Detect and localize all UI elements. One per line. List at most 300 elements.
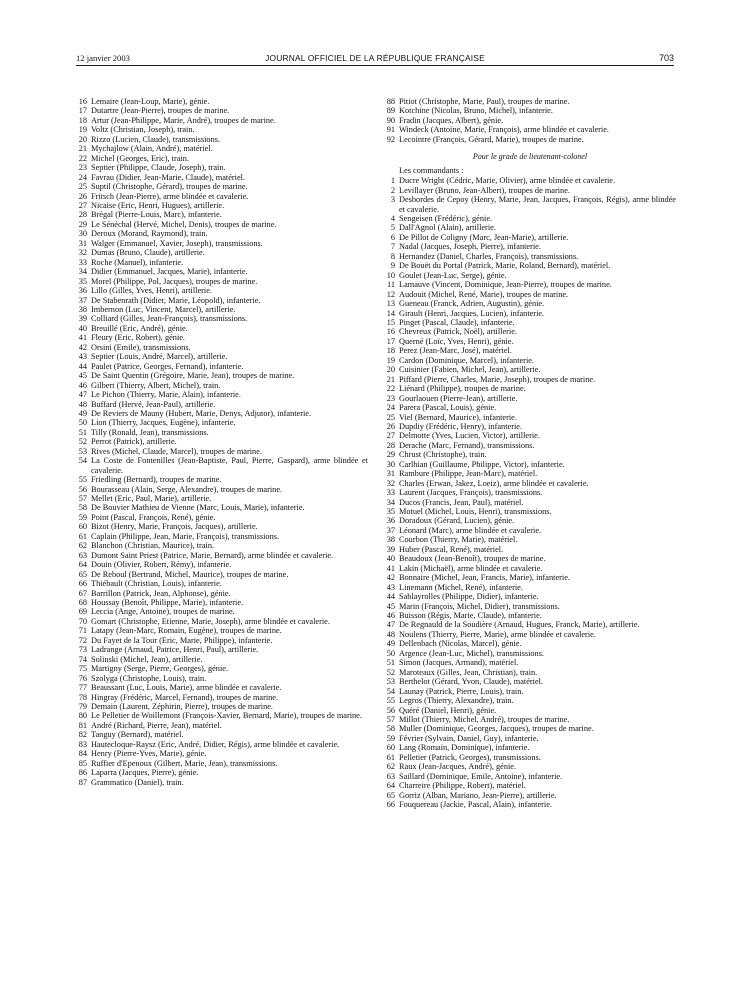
entry-text: Dumont Saint Priest (Patrice, Marie, Bernard), arme blindée et cavalerie. (91, 550, 334, 560)
entry-number: 49 (386, 639, 395, 649)
list-item (76, 693, 368, 702)
list-item (76, 428, 368, 437)
entry-text: Marin (François, Michel, Didier), transmissions. (399, 601, 560, 611)
entry-number: 32 (386, 478, 395, 488)
entry-number: 52 (78, 437, 87, 447)
entry-text: Legros (Thierry, Alexandre), train. (399, 696, 514, 706)
entry-number: 86 (78, 768, 87, 778)
entry-number: 1 (390, 176, 395, 186)
list-item (76, 314, 368, 323)
entry-number: 59 (78, 512, 87, 522)
entry-text: Delmotte (Yves, Lucien, Victor), artillerie. (399, 431, 540, 441)
list-item (76, 589, 368, 598)
entry-number: 49 (78, 408, 87, 418)
entry-number: 67 (78, 588, 87, 598)
list-item (384, 186, 676, 195)
list-item (76, 617, 368, 626)
entry-text: Gomart (Christophe, Etienne, Marie, Joseph), arme blindée et cavalerie. (91, 616, 330, 626)
list-item (76, 248, 368, 257)
entry-number: 46 (78, 380, 87, 390)
entry-number: 12 (386, 289, 395, 299)
entry-number: 57 (386, 715, 395, 724)
left-column (76, 97, 368, 787)
entry-number: 81 (78, 720, 87, 730)
entry-number: 33 (78, 257, 87, 267)
list-item (384, 696, 676, 705)
entry-number: 54 (386, 686, 395, 696)
list-item (384, 479, 676, 488)
entry-number: 38 (78, 304, 87, 314)
list-item (384, 743, 676, 752)
list-item (76, 759, 368, 768)
entry-number: 43 (78, 352, 87, 362)
entry-text: Hautecloque-Raysz (Eric, André, Didier, Régis), arme blindée et cavalerie. (91, 739, 340, 749)
entry-text: Demain (Laurent, Zéphirin, Pierre), troupes de marine. (91, 702, 274, 711)
entry-number: 76 (78, 673, 87, 683)
list-item (384, 403, 676, 412)
entry-text: Millot (Thierry, Michel, André), troupes de marine. (399, 715, 570, 724)
entry-text: Rives (Michel, Claude, Marcel), troupes de marine. (91, 446, 262, 456)
entry-text: Point (Pascal, François, René), génie. (91, 512, 216, 522)
entry-number: 45 (78, 371, 87, 381)
list-item (384, 125, 676, 134)
entry-text: Charreire (Philippe, Robert), matériel. (399, 781, 526, 791)
entry-number: 39 (78, 314, 87, 324)
entry-number: 50 (78, 418, 87, 428)
entry-text: Martigny (Serge, Pierre, Georges), génie. (91, 664, 229, 674)
entry-text: Friedling (Bernard), troupes de marine. (91, 475, 222, 485)
entry-text: Grammatico (Daniel), train. (91, 777, 184, 787)
entry-number: 36 (78, 286, 87, 296)
entry-text: Carlhian (Guillaume, Philippe, Victor), infanterie. (399, 459, 565, 469)
entry-number: 69 (78, 607, 87, 617)
entry-number: 20 (386, 365, 395, 375)
list-item (384, 602, 676, 611)
entry-number: 38 (386, 535, 395, 545)
entry-text: Pitiot (Christophe, Marie, Paul), troupes de marine. (399, 97, 570, 106)
list-item (384, 394, 676, 403)
list-item (384, 498, 676, 507)
list-item (76, 749, 368, 758)
entry-text: Lecointre (François, Gérard, Marie), troupes de marine. (399, 134, 584, 144)
entry-text: Buisson (Régis, Marie, Claude), infanterie. (399, 611, 542, 621)
entry-number: 58 (78, 503, 87, 513)
entry-text: Windeck (Antoine, Marie, François), arme blindée et cavalerie. (399, 125, 609, 135)
entry-number: 26 (78, 191, 87, 201)
entry-text: Dellenbach (Nicolas, Marcel), génie. (399, 639, 522, 649)
entry-text: Perez (Jean-Marc, José), matériel. (399, 346, 512, 356)
entry-text: Caplain (Philippe, Jean, Marie, François), transmissions. (91, 531, 280, 541)
entry-number: 45 (386, 601, 395, 611)
entry-text: Doradoux (Gérard, Lucien), génie. (399, 516, 515, 526)
list-item (76, 390, 368, 399)
entry-number: 40 (78, 323, 87, 333)
entry-number: 7 (390, 242, 395, 252)
entry-text: Lillo (Gilles, Yves, Henri), artillerie. (91, 286, 212, 296)
entry-number: 62 (386, 762, 395, 772)
entry-text: Lemaire (Jean-Loup, Marie), génie. (91, 97, 210, 106)
entry-number: 25 (78, 182, 87, 192)
entry-text: Levillayer (Bruno, Jean-Albert), troupes de marine. (399, 185, 570, 195)
list-item (76, 192, 368, 201)
entry-text: Motuel (Michel, Louis, Henri), transmissions. (399, 507, 552, 517)
list-item (76, 418, 368, 427)
entry-text: Rizzo (Lucien, Claude), transmissions. (91, 134, 221, 144)
entry-number: 18 (386, 346, 395, 356)
header-rule (76, 65, 674, 66)
entry-number: 40 (386, 554, 395, 564)
list-item (76, 106, 368, 115)
list-item (76, 324, 368, 333)
entry-number: 61 (78, 531, 87, 541)
list-item (384, 223, 676, 232)
entry-number: 31 (78, 238, 87, 248)
entry-text: Paulet (Patrice, Georges, Fernand), infanterie. (91, 361, 244, 371)
entry-text: De Stabenrath (Didier, Marie, Léopold), infanterie. (91, 295, 261, 305)
entry-text: Breuillé (Eric, André), génie. (91, 323, 188, 333)
list-item (384, 583, 676, 592)
entry-number: 21 (78, 144, 87, 154)
entry-text: Dumas (Bruno, Claude), artillerie. (91, 248, 205, 258)
entry-number: 32 (78, 248, 87, 258)
entry-text: Goulet (Jean-Luc, Serge), génie. (399, 270, 507, 280)
entry-text: Sablayrolles (Philippe, Didier), infanterie. (399, 592, 539, 602)
list-item (384, 233, 676, 242)
entry-text: Sengeisen (Frédéric), génie. (399, 213, 493, 223)
entry-text: Orsini (Emile), transmissions. (91, 342, 191, 352)
entry-text: Parera (Pascal, Louis), génie. (399, 403, 497, 413)
entry-text: Tanguy (Bernard), matériel. (91, 730, 184, 740)
list-item (384, 734, 676, 743)
list-item (76, 182, 368, 191)
entry-number: 72 (78, 635, 87, 645)
entry-number: 70 (78, 616, 87, 626)
list-item (384, 545, 676, 554)
entry-text: Ducos (Francis, Jean, Paul), matériel. (399, 497, 524, 507)
entry-text: Desbordes de Cepoy (Henry, Marie, Jean, Jacques, François, Régis), arme blindée et cavalerie. (399, 195, 676, 214)
entry-number: 16 (386, 327, 395, 337)
entry-number: 23 (386, 393, 395, 403)
entry-text: Piffard (Pierre, Charles, Marie, Joseph), troupes de marine. (399, 374, 596, 384)
list-item (76, 210, 368, 219)
entry-number: 58 (386, 724, 395, 734)
entry-text: Barrillon (Patrick, Jean, Alphonse), génie. (91, 588, 231, 598)
entry-text: Suptil (Christophe, Gérard), troupes de marine. (91, 182, 248, 192)
entry-text: Beaussant (Luc, Louis, Marie), arme blindée et cavalerie. (91, 683, 282, 693)
list-item (76, 730, 368, 739)
list-item (384, 327, 676, 336)
list-item (76, 768, 368, 777)
entry-text: Laurent (Jacques, François), transmissions. (399, 488, 543, 498)
list-item (76, 437, 368, 446)
entry-text: Fritsch (Jean-Pierre), arme blindée et cavalerie. (91, 191, 249, 201)
list-item (76, 456, 368, 475)
entry-text: Leccia (Ange, Antoine), troupes de marine. (91, 607, 235, 617)
list-item (76, 409, 368, 418)
entry-number: 41 (78, 333, 87, 343)
entry-number: 83 (78, 739, 87, 749)
entry-text: Février (Sylvain, Daniel, Guy), infanterie. (399, 733, 539, 743)
entry-text: Dall'Agnol (Alain), artillerie. (399, 223, 496, 233)
entry-number: 65 (78, 569, 87, 579)
list-item (384, 516, 676, 525)
entry-text: De Bouvier Mathieu de Vienne (Marc, Louis, Marie), infanterie. (91, 503, 305, 513)
entry-number: 29 (386, 450, 395, 460)
entry-text: Berthelot (Gérard, Yvon, Claude), matériel. (399, 677, 544, 687)
entry-text: Viel (Bernard, Maurice), infanterie. (399, 412, 517, 422)
entry-text: Simon (Jacques, Armand), matériel. (399, 658, 519, 668)
entry-number: 35 (386, 507, 395, 517)
entry-text: Hernandez (Daniel, Charles, François), transmissions. (399, 251, 579, 261)
entry-number: 34 (386, 497, 395, 507)
entry-number: 30 (386, 459, 395, 469)
page-header (76, 53, 674, 65)
entry-number: 84 (78, 749, 87, 759)
list-item (384, 564, 676, 573)
list-item (384, 346, 676, 355)
list-item (384, 800, 676, 809)
entry-text: De Regnauld de la Soudière (Arnaud, Hugues, Franck, Marie), artillerie. (399, 620, 640, 630)
list-item (76, 371, 368, 380)
entry-text: Artur (Jean-Philippe, Marie, André), troupes de marine. (91, 115, 276, 125)
entry-text: Cardon (Dominique, Marcel), infanterie. (399, 355, 535, 365)
list-item (76, 626, 368, 635)
entry-number: 13 (386, 299, 395, 309)
list-item (76, 220, 368, 229)
entry-number: 64 (78, 560, 87, 570)
list-item (76, 286, 368, 295)
journal-title: JOURNAL OFFICIEL DE LA RÉPUBLIQUE FRANÇAISE (265, 53, 485, 63)
list-item (76, 778, 368, 787)
entry-number: 23 (78, 163, 87, 173)
entry-number: 77 (78, 683, 87, 693)
entry-text: Mellet (Eric, Paul, Marie), artillerie. (91, 494, 212, 504)
entry-number: 92 (386, 134, 395, 144)
entry-text: Girault (Henri, Jacques, Lucien), infanterie. (399, 308, 545, 318)
list-item (76, 636, 368, 645)
list-item (76, 343, 368, 352)
entry-text: Quéré (Daniel, Henri), génie. (399, 705, 497, 715)
entry-number: 78 (78, 692, 87, 702)
list-item (384, 469, 676, 478)
list-item (384, 526, 676, 535)
entry-text: Ruffier d'Epenoux (Gilbert, Marie, Jean), transmissions. (91, 758, 278, 768)
entry-text: Launay (Patrick, Pierre, Louis), train. (399, 686, 524, 696)
entry-text: Courbon (Thierry, Marie), matériel. (399, 535, 518, 545)
entry-text: Dutartre (Jean-Pierre), troupes de marine. (91, 106, 230, 116)
list-item (76, 655, 368, 664)
entry-text: Du Fayet de la Tour (Eric, Marie, Philippe), infanterie. (91, 635, 273, 645)
entry-text: Cuisinier (Fabien, Michel, Jean), artillerie. (399, 365, 541, 375)
list-item (76, 664, 368, 673)
entry-number: 42 (78, 342, 87, 352)
entry-text: Rambure (Philippe, Jean-Marc), matériel. (399, 469, 538, 479)
entry-text: Le Pichon (Thierry, Marie, Alain), infanterie. (91, 390, 241, 400)
entry-text: Nicaise (Eric, Henri, Hugues), artillerie. (91, 200, 225, 210)
entry-number: 3 (390, 195, 395, 205)
entry-text: Bonnaire (Michel, Jean, Francis, Marie), infanterie. (399, 573, 570, 583)
entry-number: 14 (386, 308, 395, 318)
entry-number: 57 (78, 494, 87, 504)
entry-number: 31 (386, 469, 395, 479)
entry-number: 61 (386, 752, 395, 762)
entry-text: De Reboul (Bertrand, Michel, Maurice), troupes de marine. (91, 569, 289, 579)
right-column (384, 97, 676, 810)
list-item (384, 706, 676, 715)
list-item (76, 229, 368, 238)
list-item (76, 570, 368, 579)
entry-text: Kotchine (Nicolas, Bruno, Michel), infanterie. (399, 106, 553, 116)
list-item (76, 277, 368, 286)
entry-text: Le Pelletier de Woillemont (François-Xavier, Bernard, Marie), troupes de marine. (91, 711, 362, 721)
header-date: 12 janvier 2003 (76, 53, 130, 63)
entry-number: 5 (390, 223, 395, 233)
entry-number: 37 (78, 295, 87, 305)
entry-number: 53 (78, 446, 87, 456)
list-item (384, 97, 676, 106)
list-item (384, 535, 676, 544)
entry-text: Pelletier (Patrick, Georges), transmissions. (399, 752, 541, 762)
entry-text: Querné (Loïc, Yves, Henri), génie. (399, 336, 514, 346)
list-item (76, 400, 368, 409)
entry-number: 51 (386, 658, 395, 668)
entry-number: 47 (386, 620, 395, 630)
entry-text: Szolyga (Christophe, Louis), train. (91, 673, 207, 683)
list-item (384, 762, 676, 771)
entry-number: 15 (386, 317, 395, 327)
entry-text: Deroux (Morand, Raymond), train. (91, 229, 208, 239)
list-item (384, 753, 676, 762)
list-item (76, 740, 368, 749)
entry-number: 80 (78, 711, 87, 721)
entry-number: 27 (386, 431, 395, 441)
list-item (384, 630, 676, 639)
entry-text: Muller (Dominique, Georges, Jacques), troupes de marine. (399, 724, 594, 734)
entry-text: De Reviers de Mauny (Hubert, Marie, Denys, Adjutor), infanterie. (91, 408, 312, 418)
list-item (384, 431, 676, 440)
entry-number: 21 (386, 374, 395, 384)
entry-text: La Coste de Fontenilles (Jean-Baptiste, Paul, Pierre, Gaspard), arme blindée et cavalerie. (91, 456, 368, 475)
entry-number: 66 (386, 800, 395, 810)
entry-text: Lamauve (Vincent, Dominique, Jean-Pierre), troupes de marine. (399, 280, 612, 290)
list-item (76, 674, 368, 683)
entry-text: Mychajlow (Alain, André), matériel. (91, 144, 213, 154)
list-item (384, 450, 676, 459)
entry-text: Chrust (Christophe), train. (399, 450, 487, 460)
entry-text: Le Sénéchal (Hervé, Michel, Denis), troupes de marine. (91, 219, 277, 229)
entry-text: Charles (Erwan, Jakez, Loeiz), arme blindée et cavalerie. (399, 478, 589, 488)
list-item (76, 503, 368, 512)
entry-number: 47 (78, 390, 87, 400)
entry-number: 48 (386, 629, 395, 639)
entry-number: 48 (78, 399, 87, 409)
entry-text: Nadal (Jacques, Joseph, Pierre), infanterie. (399, 242, 541, 252)
entry-number: 63 (78, 550, 87, 560)
entry-text: Laparra (Jacques, Pierre), génie. (91, 768, 199, 778)
entry-text: Septier (Philippe, Claude, Joseph), train. (91, 163, 226, 173)
entry-number: 36 (386, 516, 395, 526)
entry-number: 55 (386, 696, 395, 706)
entry-text: Dupdiy (Frédéric, Henry), infanterie. (399, 421, 523, 431)
list-item (384, 299, 676, 308)
entry-number: 71 (78, 626, 87, 636)
list-item (384, 772, 676, 781)
entry-text: Noulens (Thierry, Pierre, Marie), arme blindée et cavalerie. (399, 629, 596, 639)
entry-number: 89 (386, 106, 395, 116)
entry-number: 50 (386, 648, 395, 658)
entry-text: Bourasseau (Alain, Serge, Alexandre), troupes de marine. (91, 484, 283, 494)
entry-number: 27 (78, 200, 87, 210)
list-item (384, 554, 676, 563)
entry-number: 51 (78, 427, 87, 437)
list-item (76, 645, 368, 654)
list-item (76, 267, 368, 276)
entry-text: Lakin (Michaël), arme blindée et cavalerie. (399, 563, 543, 573)
list-item (384, 252, 676, 261)
entry-number: 35 (78, 276, 87, 286)
entry-text: De Bouët du Portal (Patrick, Marie, Roland, Bernard), matériel. (399, 261, 611, 271)
list-item (76, 513, 368, 522)
list-item (384, 460, 676, 469)
entry-text: Liénard (Philippe), troupes de marine. (399, 384, 526, 394)
entry-text: Argence (Jean-Luc, Michel), transmissions. (399, 648, 545, 658)
list-item (384, 791, 676, 800)
list-item (384, 290, 676, 299)
entry-number: 66 (78, 579, 87, 589)
entry-number: 73 (78, 645, 87, 655)
entry-text: Favrau (Didier, Jean-Marie, Claude), matériel. (91, 172, 246, 182)
entry-text: Septier (Louis, André, Marcel), artillerie. (91, 352, 228, 362)
entry-number: 63 (386, 771, 395, 781)
entry-number: 28 (78, 210, 87, 220)
entry-text: Lion (Thierry, Jacques, Eugène), infanterie. (91, 418, 236, 428)
list-item (384, 356, 676, 365)
entry-number: 65 (386, 790, 395, 800)
list-item (384, 176, 676, 185)
list-item (384, 116, 676, 125)
entry-number: 22 (386, 384, 395, 394)
entry-text: Gourlaouen (Pierre-Jean), artillerie. (399, 393, 518, 403)
entry-text: Maroteaux (Gilles, Jean, Christian), train. (399, 667, 538, 677)
entry-number: 4 (390, 213, 395, 223)
list-item (384, 214, 676, 223)
entry-number: 8 (390, 251, 395, 261)
list-item (76, 702, 368, 711)
entry-text: Buffard (Hervé, Jean-Paul), artillerie. (91, 399, 216, 409)
entry-text: Didier (Emmanuel, Jacques, Marie), infanterie. (91, 267, 248, 277)
list-item (76, 541, 368, 550)
list-item (76, 721, 368, 730)
list-item (384, 724, 676, 733)
entry-number: 30 (78, 229, 87, 239)
list-item (76, 296, 368, 305)
entry-number: 90 (386, 115, 395, 125)
entry-number: 87 (78, 777, 87, 787)
list-item (384, 242, 676, 251)
list-item (384, 135, 676, 144)
entry-number: 60 (78, 522, 87, 532)
entry-text: Walger (Emmanuel, Xavier, Joseph), transmissions. (91, 238, 263, 248)
entry-number: 82 (78, 730, 87, 740)
entry-number: 6 (390, 232, 395, 242)
list-item (76, 154, 368, 163)
list-item (76, 352, 368, 361)
list-item (76, 475, 368, 484)
list-item (76, 163, 368, 172)
entry-number: 85 (78, 758, 87, 768)
entry-number: 37 (386, 525, 395, 535)
entry-text: Solinski (Michel, Jean), artillerie. (91, 654, 203, 664)
